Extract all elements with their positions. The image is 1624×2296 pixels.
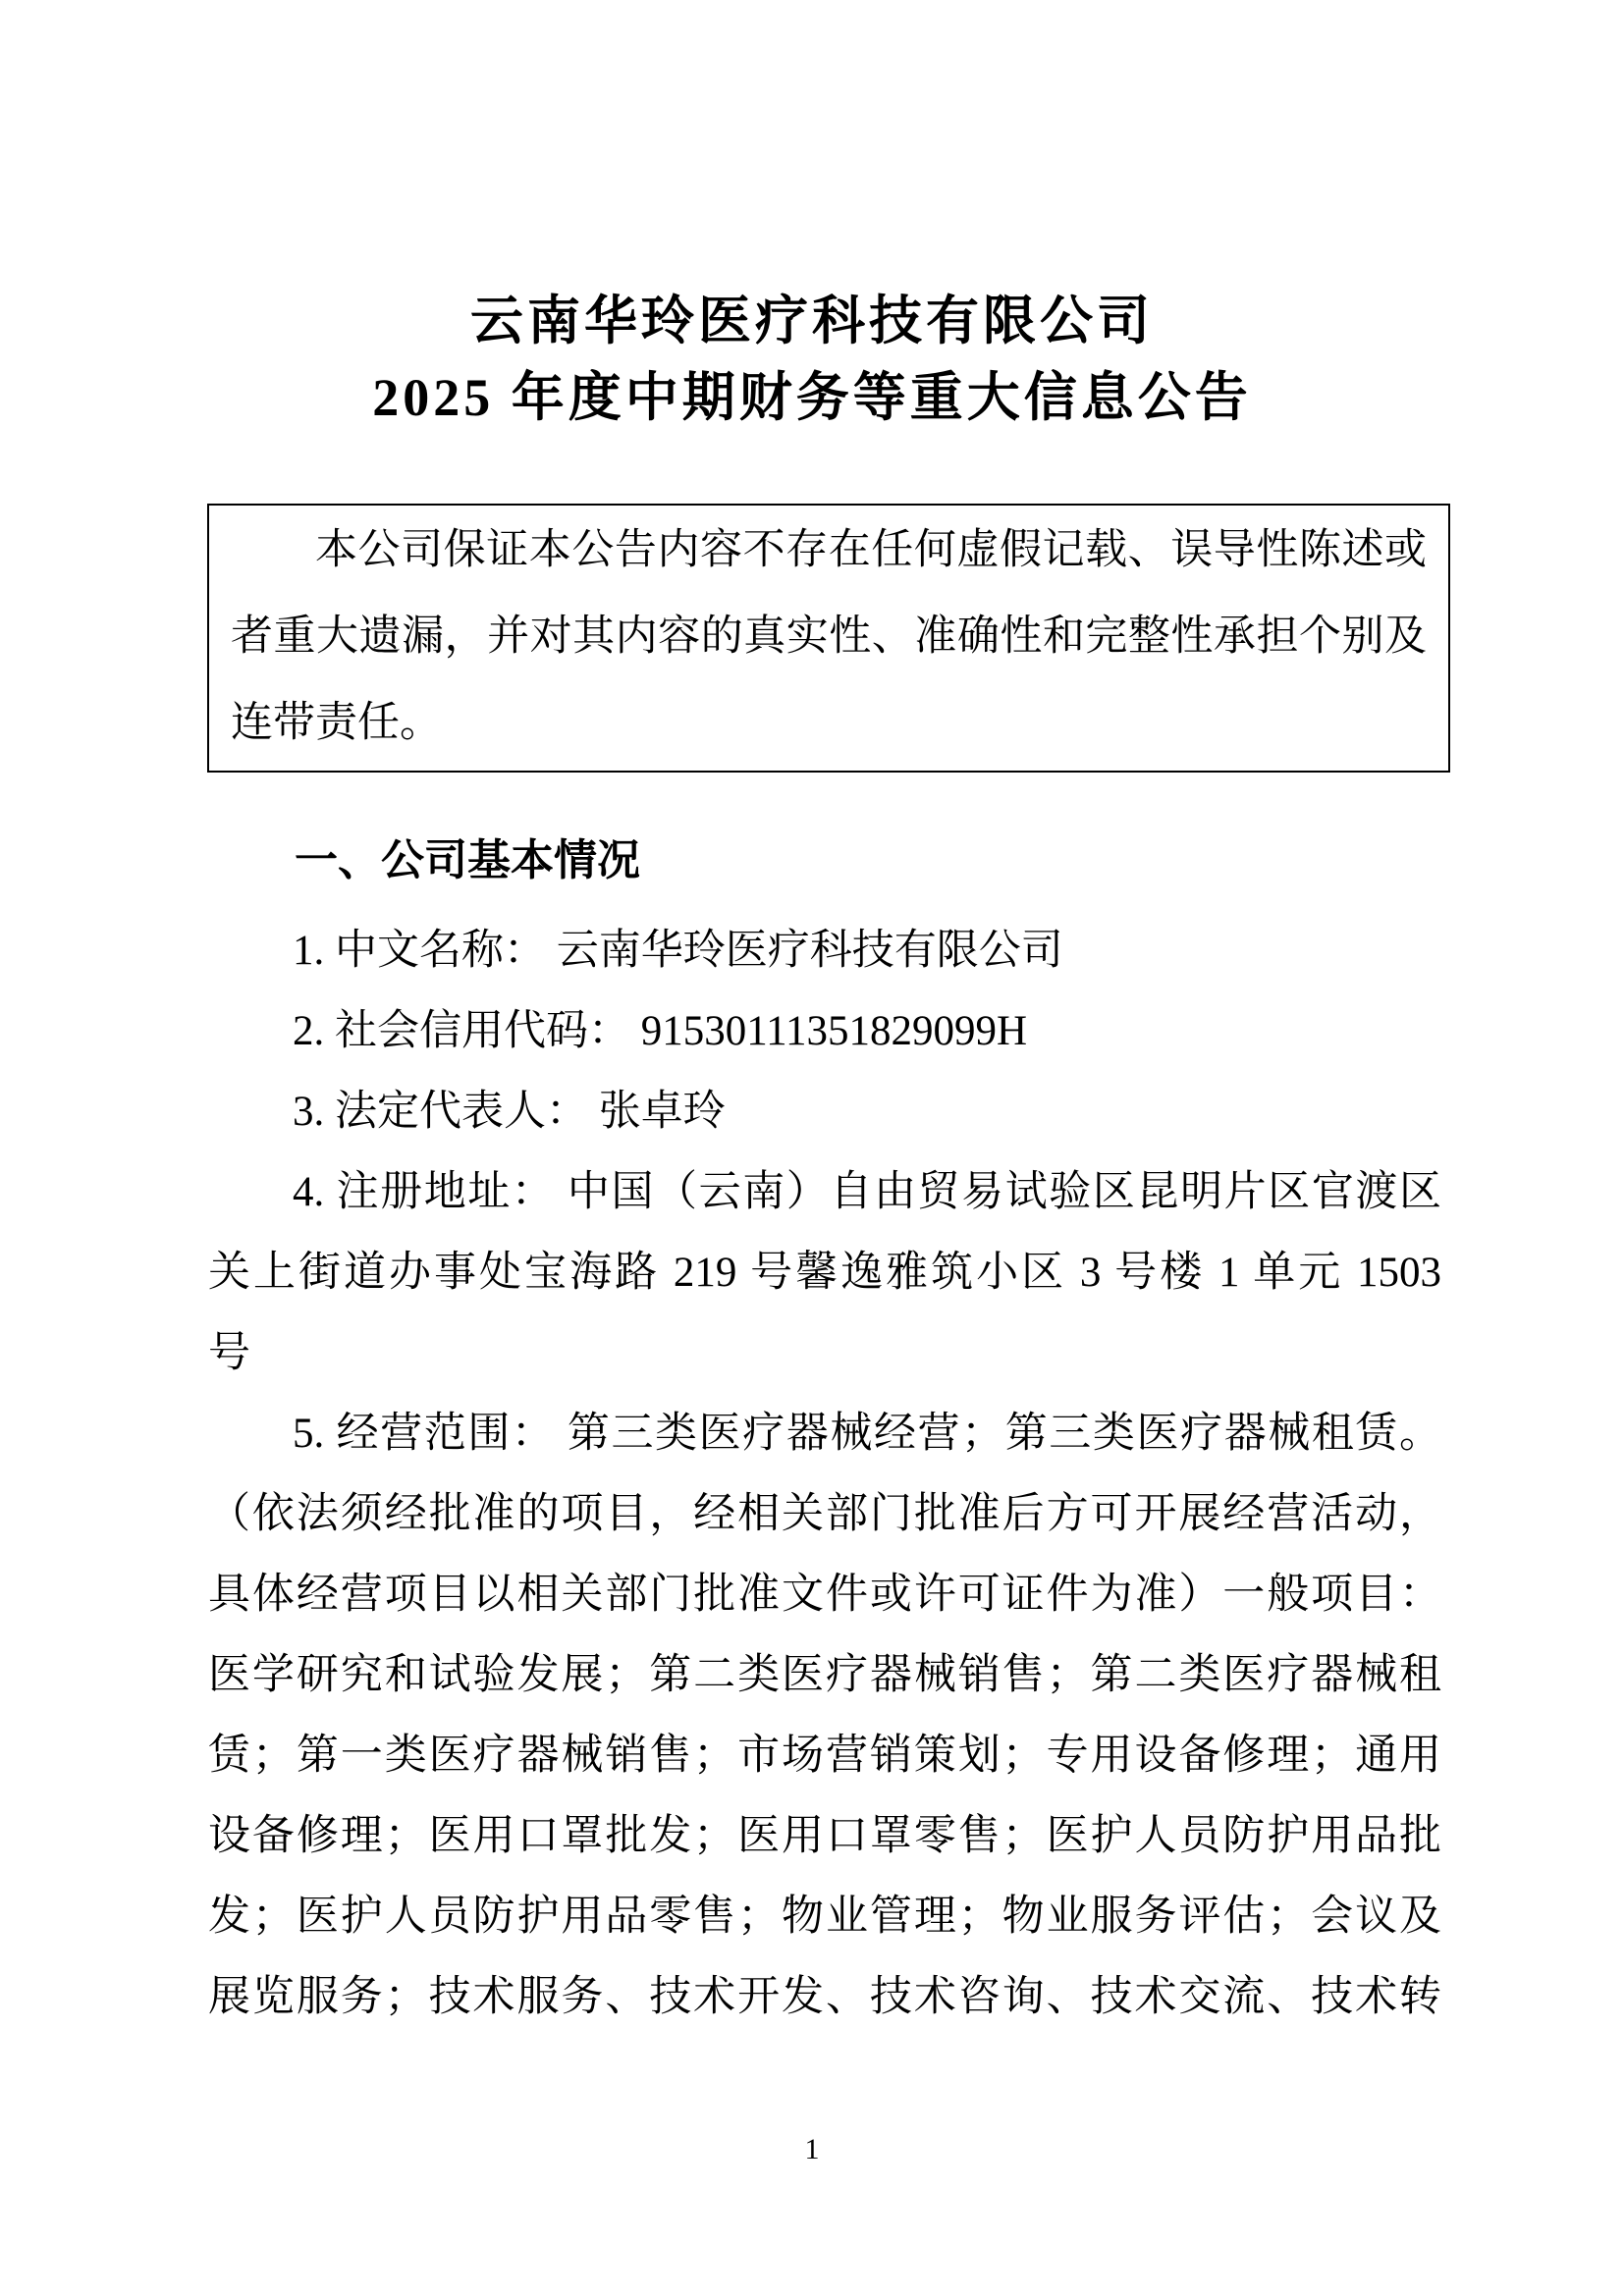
- body-line-business-scope: 展览服务；技术服务、技术开发、技术咨询、技术交流、技术转: [208, 1974, 1441, 2020]
- body-line-registered-address: 4. 注册地址： 中国（云南）自由贸易试验区昆明片区官渡区: [293, 1169, 1441, 1215]
- body-line-business-scope: 医学研究和试验发展；第二类医疗器械销售；第二类医疗器械租: [208, 1652, 1441, 1698]
- body-line-business-scope: 赁；第一类医疗器械销售；市场营销策划；专用设备修理；通用: [208, 1733, 1441, 1779]
- disclaimer-line: 连带责任。: [231, 700, 442, 746]
- document-title-line-2: 2025 年度中期财务等重大信息公告: [372, 368, 1252, 427]
- body-line-business-scope: 具体经营项目以相关部门批准文件或许可证件为准）一般项目：: [208, 1572, 1441, 1618]
- page-number: 1: [804, 2133, 820, 2165]
- section-heading-company-basics: 一、公司基本情况: [295, 836, 640, 884]
- body-line-chinese-name: 1. 中文名称： 云南华玲医疗科技有限公司: [293, 928, 1063, 974]
- body-line-business-scope: 5. 经营范围： 第三类医疗器械经营；第三类医疗器械租赁。: [293, 1411, 1441, 1457]
- disclaimer-line: 者重大遗漏，并对其内容的真实性、准确性和完整性承担个别及: [231, 614, 1427, 660]
- body-line-business-scope: （依法须经批准的项目，经相关部门批准后方可开展经营活动，: [208, 1491, 1441, 1537]
- document-title: [0, 283, 1624, 436]
- body-line-registered-address: 号: [208, 1330, 250, 1376]
- body-line-business-scope: 发；医护人员防护用品零售；物业管理；物业服务评估；会议及: [208, 1894, 1441, 1940]
- body-line-legal-representative: 3. 法定代表人： 张卓玲: [293, 1089, 726, 1135]
- section-body: [208, 911, 1441, 2038]
- disclaimer-line: 本公司保证本公告内容不存在任何虚假记载、误导性陈述或: [315, 527, 1427, 573]
- body-line-business-scope: 设备修理；医用口罩批发；医用口罩零售；医护人员防护用品批: [208, 1813, 1441, 1859]
- body-line-credit-code: 2. 社会信用代码： 91530111351829099H: [293, 1008, 1028, 1054]
- disclaimer-box: [207, 504, 1450, 773]
- document-title-line-1: 云南华玲医疗科技有限公司: [470, 292, 1154, 350]
- body-line-registered-address: 关上街道办事处宝海路 219 号馨逸雅筑小区 3 号楼 1 单元 1503: [208, 1250, 1441, 1296]
